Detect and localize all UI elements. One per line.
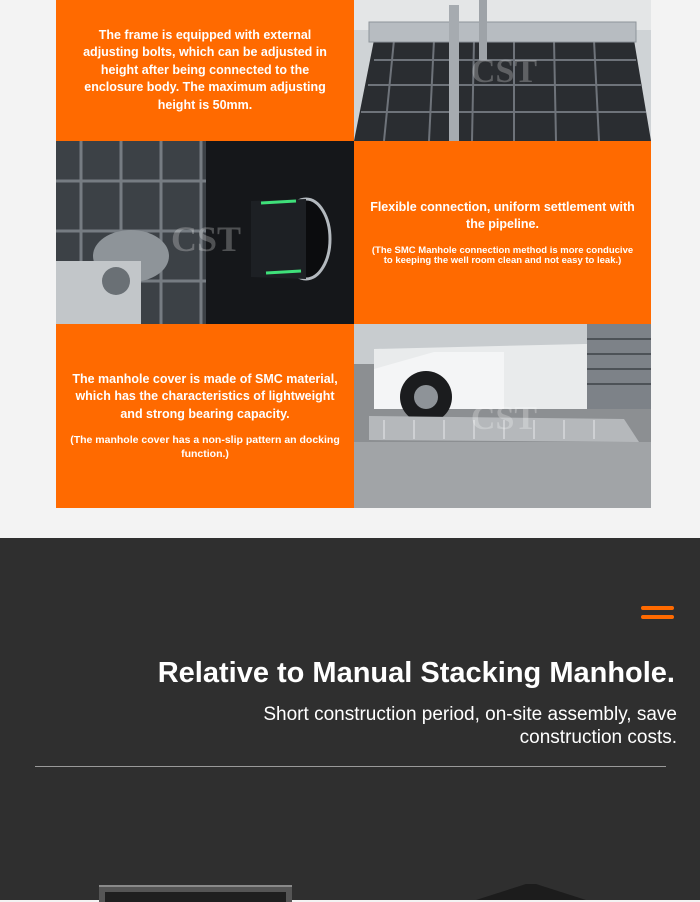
panel-cover-text	[56, 324, 354, 508]
frame-description: The frame is equipped with external adjusting bolts, which can be adjusted in height after being connected to the enclosure body. The maximum adjusting height is 50mm.	[83, 27, 327, 112]
photo-frame-bolts	[354, 0, 651, 141]
watermark-logo: CST	[470, 53, 538, 90]
cover-note: (The manhole cover has a non-slip pattern an docking function.)	[70, 434, 340, 461]
panel-frame-text	[56, 0, 354, 141]
photo-truck-on-cover	[354, 324, 651, 508]
section-title: Relative to Manual Stacking Manhole.	[157, 657, 675, 689]
connection-note: (The SMC Manhole connection method is more conducive to keeping the well room clean and not easy to leak.)	[371, 244, 634, 266]
menu-icon[interactable]	[641, 606, 674, 620]
watermark-logo: CST	[470, 400, 538, 437]
connection-title: Flexible connection, uniform settlement with the pipeline.	[370, 199, 635, 231]
watermark-logo: CST	[170, 219, 242, 259]
comparison-section	[0, 538, 700, 900]
manhole-thumbnail-left	[99, 885, 292, 902]
manhole-thumbnail-right	[476, 884, 586, 900]
section-subtitle: Short construction period, on-site assembly, save construction costs.	[263, 704, 677, 748]
feature-grid	[56, 0, 651, 508]
section-divider	[35, 766, 666, 767]
cover-description: The manhole cover is made of SMC material, which has the characteristics of lightweight and strong bearing capacity.	[72, 371, 338, 421]
photo-pipe-connection	[56, 141, 354, 324]
panel-connection-text	[354, 141, 651, 324]
